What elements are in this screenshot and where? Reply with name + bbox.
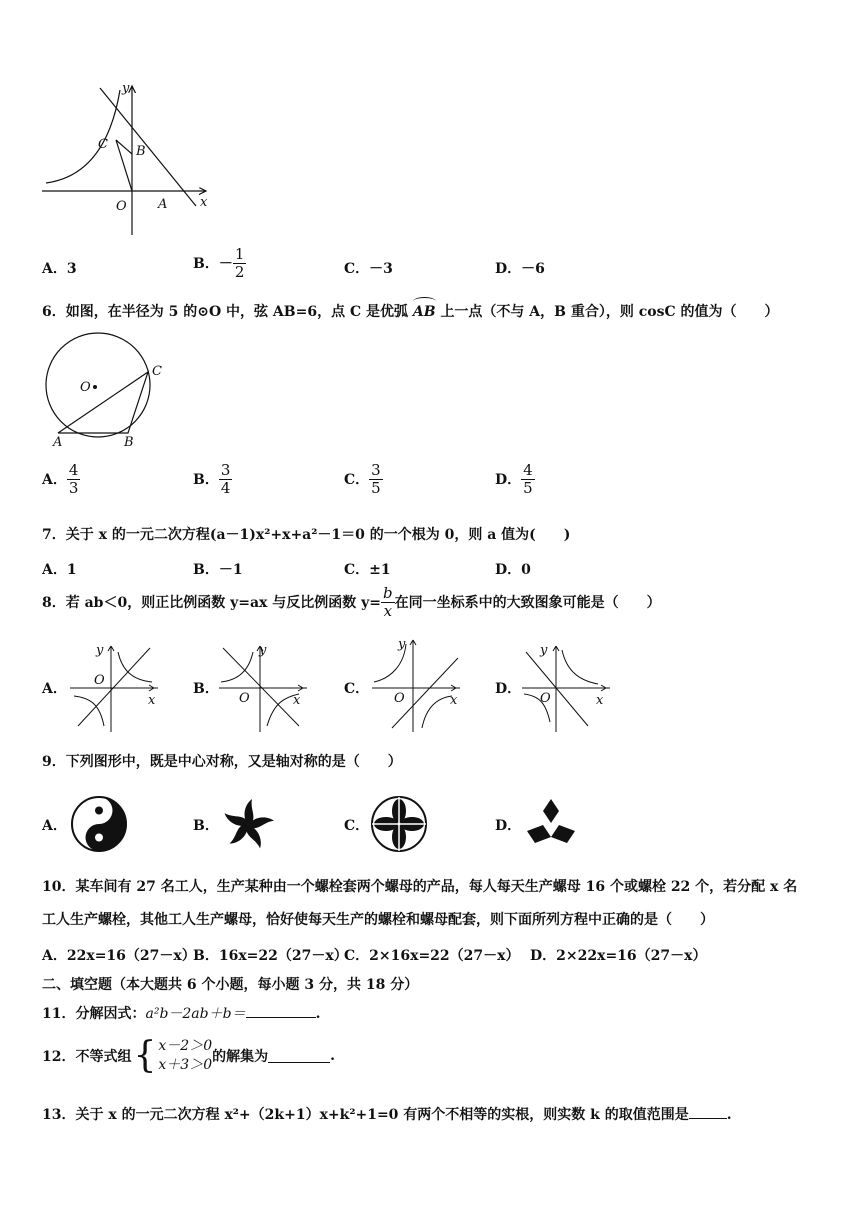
svg-text:x: x bbox=[148, 693, 156, 708]
svg-text:O: O bbox=[239, 691, 250, 706]
q9-option-c-label: C． bbox=[344, 818, 370, 834]
svg-text:O: O bbox=[94, 673, 105, 688]
label-y: y bbox=[122, 81, 130, 96]
q10-option-a: A．22x=16（27－x） bbox=[42, 948, 196, 964]
q12-stem: 12．不等式组 { x－2＞0 x＋3＞0 的解集为 . bbox=[42, 1034, 335, 1076]
q7-option-c: C．±1 bbox=[344, 562, 391, 578]
pinwheel-icon bbox=[218, 795, 278, 855]
svg-text:x: x bbox=[293, 693, 301, 708]
label-b: B bbox=[136, 144, 146, 159]
label-c: C bbox=[98, 137, 108, 152]
svg-text:O: O bbox=[540, 691, 551, 706]
svg-text:y: y bbox=[96, 643, 104, 658]
q10-option-c: C．2×16x=22（27－x） bbox=[344, 948, 520, 964]
q6-circle-figure bbox=[38, 330, 168, 450]
section-title: 二、填空题（本大题共 6 个小题，每小题 3 分，共 18 分） bbox=[42, 977, 419, 993]
q7-stem: 7．关于 x 的一元二次方程(a－1)x²+x+a²－1＝0 的一个根为 0，则 a 值为( ) bbox=[42, 527, 571, 543]
q5-graph bbox=[38, 80, 218, 245]
q7-option-d: D．0 bbox=[495, 562, 531, 578]
svg-text:x: x bbox=[596, 693, 604, 708]
q8-option-d-label: D． bbox=[495, 681, 522, 697]
q8-option-c-label: C． bbox=[344, 681, 370, 697]
q6-option-c: C． $\frac{3}{5}$ bbox=[344, 461, 381, 498]
q7-option-a: A．1 bbox=[42, 562, 77, 578]
q13-stem: 13．关于 x 的一元二次方程 x²+（2k+1）x+k²+1=0 有两个不相等的实根，则实数 k 的取值范围是 . bbox=[42, 1107, 732, 1123]
label-o: O bbox=[80, 380, 91, 395]
q6-stem: 6．如图，在半径为 5 的⊙O 中，弦 AB=6，点 C 是优弧 AB 上一点（不与 A，B 重合），则 cosC 的值为（ ） bbox=[42, 301, 779, 321]
q9-option-b-label: B． bbox=[193, 818, 219, 834]
q5-option-a: A．3 bbox=[42, 261, 77, 277]
q8-graph-c bbox=[368, 636, 468, 736]
svg-text:O: O bbox=[394, 691, 405, 706]
svg-text:y: y bbox=[540, 643, 548, 658]
four-petal-circle-icon bbox=[370, 795, 428, 853]
q8-option-b-label: B． bbox=[193, 681, 219, 697]
svg-text:y: y bbox=[398, 637, 406, 652]
yin-yang-icon bbox=[70, 795, 128, 853]
q10-option-d: D．2×22x=16（27－x） bbox=[530, 948, 707, 964]
q12-answer-blank[interactable] bbox=[268, 1062, 330, 1063]
q9-option-a-label: A． bbox=[42, 818, 67, 834]
q10-stem-line1: 10．某车间有 27 名工人，生产某种由一个螺栓套两个螺母的产品，每人每天生产螺母 16 个或螺栓 22 个，若分配 x 名 bbox=[42, 879, 798, 895]
q11-stem: 11．分解因式：a²b－2ab＋b＝ . bbox=[42, 1006, 321, 1022]
q6-option-b: B． $\frac{3}{4}$ bbox=[193, 461, 231, 498]
q6-option-a: A． $\frac{4}{3}$ bbox=[42, 461, 79, 498]
svg-text:y: y bbox=[259, 643, 267, 658]
q6-option-d: D． $\frac{4}{5}$ bbox=[495, 461, 533, 498]
q5-option-b: B．－ $\frac{1}{2}$ bbox=[193, 245, 245, 282]
q13-answer-blank[interactable] bbox=[689, 1118, 727, 1119]
q9-stem: 9．下列图形中，既是中心对称，又是轴对称的是（ ） bbox=[42, 754, 402, 770]
q8-graph-d bbox=[518, 640, 618, 735]
q8-graph-a bbox=[66, 640, 166, 735]
label-x: x bbox=[200, 195, 208, 210]
q8-option-a-label: A． bbox=[42, 681, 67, 697]
q8-graph-b bbox=[215, 640, 315, 735]
q5-option-d: D．－6 bbox=[495, 261, 545, 277]
q10-option-b: B．16x=22（27－x） bbox=[193, 948, 348, 964]
three-diamond-icon bbox=[520, 797, 582, 847]
label-b: B bbox=[124, 435, 134, 450]
label-a: A bbox=[158, 197, 168, 212]
q11-answer-blank[interactable] bbox=[246, 1017, 316, 1018]
q8-stem: 8．若 ab＜0，则正比例函数 y=ax 与反比例函数 y= $\frac{b}{x}$ 在同一坐标系中的大致图象可能是（ ） bbox=[42, 584, 661, 621]
q7-option-b: B．－1 bbox=[193, 562, 243, 578]
q5-option-c: C．－3 bbox=[344, 261, 393, 277]
q9-option-d-label: D． bbox=[495, 818, 522, 834]
svg-text:x: x bbox=[450, 693, 458, 708]
label-o: O bbox=[116, 199, 127, 214]
label-a: A bbox=[53, 435, 63, 450]
q10-stem-line2: 工人生产螺栓，其他工人生产螺母，恰好使每天生产的螺栓和螺母配套，则下面所列方程中正确的是（ ） bbox=[42, 912, 714, 928]
label-c: C bbox=[152, 364, 162, 379]
